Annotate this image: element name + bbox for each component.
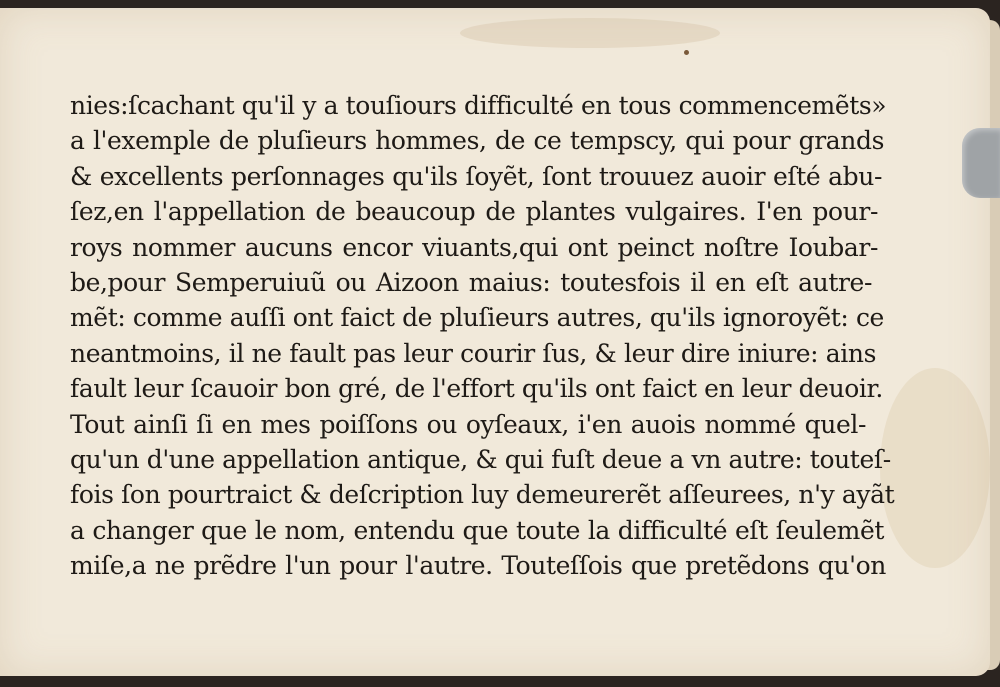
page-clip: [962, 128, 1000, 198]
text-line: a changer que le nom, entendu que toute la difficulté eſt ſeulemẽt: [70, 515, 884, 545]
text-line: mẽt: comme auſſi ont faict de pluſieurs autres, qu'ils ignoroyẽt: ce: [70, 303, 884, 333]
text-line: roys nommer aucuns encor viuants,qui ont peinct noſtre Ioubar-: [70, 232, 878, 262]
text-line: fois ſon pourtraict & deſcription luy demeurerẽt aſſeurees, n'y ayãt: [70, 480, 895, 510]
ink-speck: [684, 50, 689, 55]
text-line: qu'un d'une appellation antique, & qui fuſt deue a vn autre: touteſ-: [70, 445, 891, 475]
page-stain: [460, 18, 720, 48]
text-line: be,pour Semperuiuũ ou Aizoon maius: toutesfois il en eſt autre-: [70, 268, 872, 298]
text-line: neantmoins, il ne fault pas leur courir ſus, & leur dire iniure: ains: [70, 338, 876, 368]
text-line: & excellents perſonnages qu'ils ſoyẽt, ſont trouuez auoir eſté abu-: [70, 161, 882, 191]
text-line: a l'exemple de pluſieurs hommes, de ce tempscy, qui pour grands: [70, 126, 884, 156]
text-line: nies:ſcachant qu'il y a touſiours difficulté en tous commencemẽts»: [70, 91, 887, 120]
text-line: Tout ainſi ſi en mes poiſſons ou oyſeaux, i'en auois nommé quel-: [70, 409, 866, 439]
book-page: [0, 8, 990, 676]
text-line: ſez,en l'appellation de beaucoup de plantes vulgaires. I'en pour-: [70, 197, 878, 227]
text-line: miſe,a ne prẽdre l'un pour l'autre. Touteſſois que pretẽdons qu'on: [70, 551, 886, 581]
foxing-stain: [880, 368, 990, 568]
text-line: fault leur ſcauoir bon gré, de l'effort qu'ils ont faict en leur deuoir.: [70, 374, 883, 404]
page-text: [70, 88, 895, 584]
